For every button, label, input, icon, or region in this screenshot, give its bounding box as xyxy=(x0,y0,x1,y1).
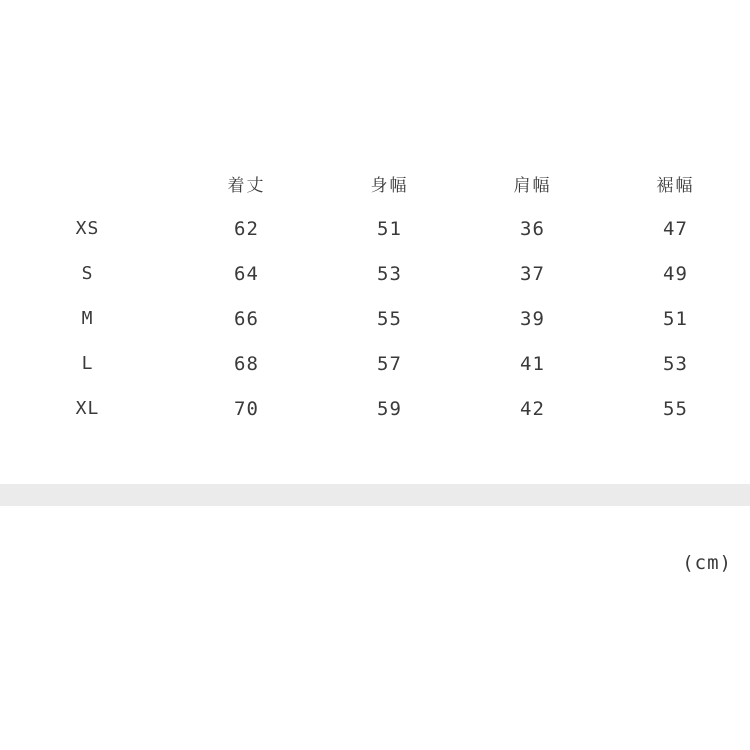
cell-shoulder-width: 42 xyxy=(520,397,545,420)
column-header-size xyxy=(0,160,175,206)
table-body xyxy=(0,206,750,431)
cell-hem-width: 47 xyxy=(663,217,688,240)
column-header-length: 着丈 xyxy=(227,175,266,196)
cell-length: 70 xyxy=(234,397,259,420)
cell-length: 66 xyxy=(234,307,259,330)
cell-hem-width: 51 xyxy=(663,307,688,330)
cell-length: 64 xyxy=(234,262,259,285)
cell-chest-width: 53 xyxy=(377,262,402,285)
cell-shoulder-width: 39 xyxy=(520,307,545,330)
table-row xyxy=(0,386,750,431)
cell-chest-width: 55 xyxy=(377,307,402,330)
row-size-label: L xyxy=(81,353,94,374)
section-divider xyxy=(0,484,750,506)
table-header-row xyxy=(0,160,750,206)
table-row xyxy=(0,296,750,341)
cell-hem-width: 53 xyxy=(663,352,688,375)
cell-hem-width: 55 xyxy=(663,397,688,420)
table-header xyxy=(0,160,750,206)
row-size-label: M xyxy=(81,308,94,329)
row-size-label: S xyxy=(81,263,94,284)
row-size-label: XL xyxy=(75,398,100,419)
cell-chest-width: 51 xyxy=(377,217,402,240)
cell-length: 62 xyxy=(234,217,259,240)
cell-chest-width: 59 xyxy=(377,397,402,420)
cell-hem-width: 49 xyxy=(663,262,688,285)
cell-shoulder-width: 41 xyxy=(520,352,545,375)
cell-length: 68 xyxy=(234,352,259,375)
column-header-chest-width: 身幅 xyxy=(370,175,409,196)
column-header-shoulder-width: 肩幅 xyxy=(513,175,552,196)
table-row xyxy=(0,251,750,296)
table-row xyxy=(0,341,750,386)
cell-shoulder-width: 37 xyxy=(520,262,545,285)
unit-note: (cm) xyxy=(682,552,732,574)
size-chart-table xyxy=(0,160,750,431)
cell-shoulder-width: 36 xyxy=(520,217,545,240)
table-row xyxy=(0,206,750,251)
row-size-label: XS xyxy=(75,218,100,239)
column-header-hem-width: 裾幅 xyxy=(656,175,695,196)
cell-chest-width: 57 xyxy=(377,352,402,375)
